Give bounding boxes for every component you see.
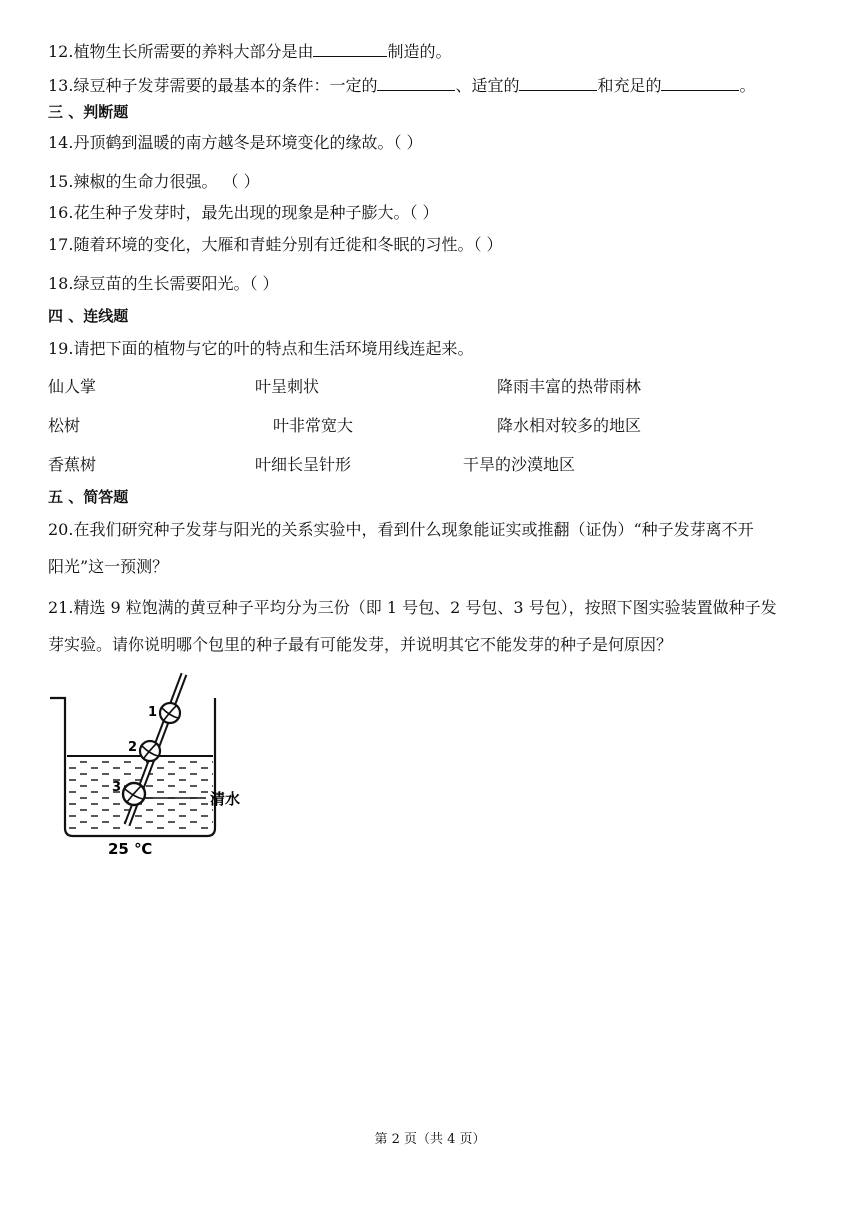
q13-text-post: 。 xyxy=(739,76,756,95)
question-20-line2: 阳光”这一预测？ xyxy=(48,557,169,576)
q13-text-mid2: 和充足的 xyxy=(597,76,662,95)
match-leaf[interactable]: 叶非常宽大 xyxy=(273,416,354,435)
match-environment[interactable]: 降雨丰富的热带雨林 xyxy=(497,377,642,396)
question-17: 17.随着环境的变化，大雁和青蛙分别有迁徙和冬眠的习性。（ ） xyxy=(48,235,503,254)
question-18: 18.绿豆苗的生长需要阳光。（ ） xyxy=(48,274,279,293)
temperature-label: 25 ℃ xyxy=(108,840,153,858)
question-21-line2: 芽实验。请你说明哪个包里的种子最有可能发芽，并说明其它不能发芽的种子是何原因？ xyxy=(48,635,673,654)
seed-pack-3 xyxy=(123,783,145,805)
match-leaf[interactable]: 叶呈刺状 xyxy=(255,377,320,396)
match-environment[interactable]: 干旱的沙漠地区 xyxy=(463,455,576,474)
match-plant[interactable]: 松树 xyxy=(48,416,81,435)
q13-text-mid1: 、适宜的 xyxy=(455,76,520,95)
seed-pack-label: 2 xyxy=(128,740,138,755)
q13-text-pre: 13.绿豆种子发芽需要的最基本的条件：一定的 xyxy=(48,76,378,95)
question-15: 15.辣椒的生命力很强。 （ ） xyxy=(48,172,260,191)
answer-blank[interactable] xyxy=(519,76,597,91)
question-16: 16.花生种子发芽时，最先出现的现象是种子膨大。（ ） xyxy=(48,203,439,222)
seed-pack-2 xyxy=(140,741,160,761)
match-plant[interactable]: 仙人掌 xyxy=(48,377,97,396)
answer-blank[interactable] xyxy=(377,76,455,91)
match-plant[interactable]: 香蕉树 xyxy=(48,455,97,474)
water-label: 清水 xyxy=(210,790,241,808)
question-12 xyxy=(48,42,451,62)
answer-blank[interactable] xyxy=(661,76,739,91)
seed-pack-1 xyxy=(160,703,180,723)
q12-text-pre: 12.植物生长所需要的养料大部分是由 xyxy=(48,42,314,61)
question-14: 14.丹顶鹤到温暖的南方越冬是环境变化的缘故。（ ） xyxy=(48,133,423,152)
seed-pack-label: 1 xyxy=(148,705,158,720)
section-heading-short-answer: 五 、简答题 xyxy=(48,488,129,506)
match-leaf[interactable]: 叶细长呈针形 xyxy=(255,455,352,474)
section-heading-matching: 四 、连线题 xyxy=(48,307,129,325)
answer-blank[interactable] xyxy=(313,42,387,57)
q12-text-post: 制造的。 xyxy=(387,42,452,61)
question-21-line1: 21.精选 9 粒饱满的黄豆种子平均分为三份（即 1 号包、2 号包、3 号包），按照下图实验装置做种子发 xyxy=(48,598,777,617)
experiment-figure xyxy=(44,668,304,858)
question-13 xyxy=(48,76,756,96)
question-20-line1: 20.在我们研究种子发芽与阳光的关系实验中，看到什么现象能证实或推翻（证伪）“种子发芽离不开 xyxy=(48,520,754,539)
question-19: 19.请把下面的植物与它的叶的特点和生活环境用线连起来。 xyxy=(48,339,474,358)
match-environment[interactable]: 降水相对较多的地区 xyxy=(497,416,642,435)
seed-pack-label: 3 xyxy=(112,780,122,795)
page-footer: 第 2 页（共 4 页） xyxy=(374,1132,486,1147)
section-heading-judgement: 三 、判断题 xyxy=(48,103,129,121)
